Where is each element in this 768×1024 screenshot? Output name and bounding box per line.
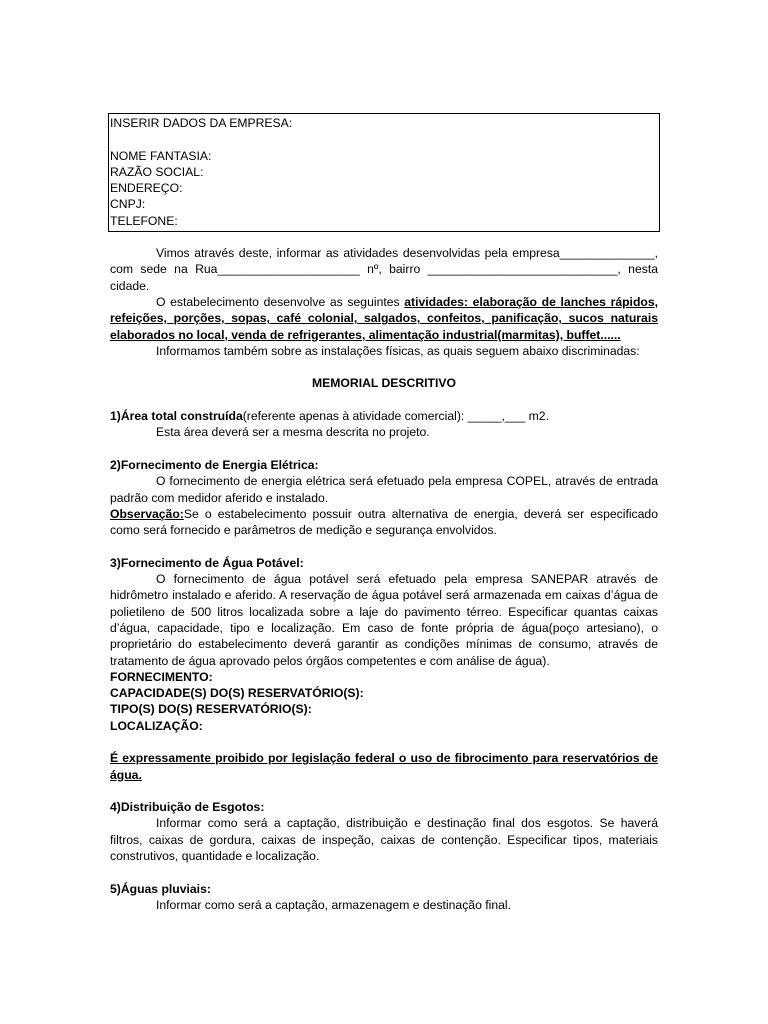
- field-tipo: TIPO(S) DO(S) RESERVATÓRIO(S):: [110, 702, 312, 717]
- telefone-label: TELEFONE:: [110, 213, 178, 228]
- observation-label: Observação:: [110, 506, 184, 521]
- section-2-observation: [110, 506, 658, 539]
- company-data-heading: INSERIR DADOS DA EMPRESA:: [110, 116, 293, 130]
- section-4-body: Informar como será a captação, distribuição e destinação final dos esgotos. Se haverá filtros, caixas de gordura, caixas de inspeção, caixas de contenção. Especificar tipos, materiais construtivos, quantidade e localização.: [110, 816, 658, 864]
- field-fornecimento: FORNECIMENTO:: [110, 669, 213, 684]
- section-3-body: O fornecimento de água potável será efetuado pela empresa SANEPAR através de hidrômetro instalado e aferido. A reservação de água potável será armazenada em caixas d’água de polietileno de 500 litros localizada sobre a laje do pavimento térreo. Especificar quantas caixas d’água, capacidade, tipo e localização. Em caso de fonte própria de água(poço artesiano), o proprietário do estabelecimento deverá garantir as condições mínimas de consumo, através de tratamento de água aprovado pelos órgãos competentes e com análise de água).: [110, 572, 658, 668]
- nome-fantasia-label: NOME FANTASIA:: [110, 148, 212, 163]
- intro-paragraph-3: Informamos também sobre as instalações físicas, as quais seguem abaixo discriminadas:: [156, 343, 640, 358]
- section-5-body: Informar como será a captação, armazenagem e destinação final.: [156, 897, 511, 912]
- cnpj-label: CNPJ:: [110, 197, 146, 212]
- section-1-note: Esta área deverá ser a mesma descrita no projeto.: [156, 425, 430, 440]
- section-1-text: (referente apenas à atividade comercial): _____,___ m2.: [242, 409, 549, 424]
- document-page: [110, 113, 658, 913]
- fibrocement-warning: É expressamente proibido por legislação federal o uso de fibrocimento para reservatórios de água.: [110, 751, 658, 782]
- section-3-heading: 3)Fornecimento de Água Potável:: [110, 555, 304, 570]
- activities-lead: O estabelecimento desenvolve as seguintes: [156, 294, 405, 309]
- intro-paragraph-2: [110, 294, 658, 343]
- activities-list: elaboração de lanches rápidos, refeições, porções, sopas, café colonial, salgados, confeitos, panificação, sucos naturais elaborados no local, venda de refrigerantes, alimentação industrial(marmitas), buffet......: [110, 294, 658, 342]
- document-title: MEMORIAL DESCRITIVO: [311, 376, 456, 391]
- field-capacidade: CAPACIDADE(S) DO(S) RESERVATÓRIO(S):: [110, 686, 364, 701]
- endereco-label: ENDEREÇO:: [110, 181, 183, 196]
- observation-text: Se o estabelecimento possuir outra alternativa de energia, deverá ser especificado como será fornecido e parâmetros de medição e segurança envolvidos.: [110, 506, 658, 538]
- section-5-heading: 5)Águas pluviais:: [110, 881, 211, 896]
- company-data-box: [108, 113, 660, 232]
- blank-line: [110, 131, 659, 147]
- activities-label: atividades:: [404, 294, 468, 309]
- section-1-heading: 1)Área total construída: [110, 409, 243, 424]
- section-4-heading: 4)Distribuição de Esgotos:: [110, 800, 265, 815]
- razao-social-label: RAZÃO SOCIAL:: [110, 164, 204, 179]
- section-1-line: [110, 408, 658, 424]
- section-2-body: O fornecimento de energia elétrica será efetuado pela empresa COPEL, através de entrada padrão com medidor aferido e instalado.: [110, 474, 658, 505]
- section-2-heading: 2)Fornecimento de Energia Elétrica:: [110, 457, 319, 472]
- intro-paragraph-1: Vimos através deste, informar as atividades desenvolvidas pela empresa______________, com sede na Rua_____________________ nº, bairro ____________________________, nesta cidade.: [110, 246, 658, 293]
- field-localizacao: LOCALIZAÇÃO:: [110, 718, 203, 733]
